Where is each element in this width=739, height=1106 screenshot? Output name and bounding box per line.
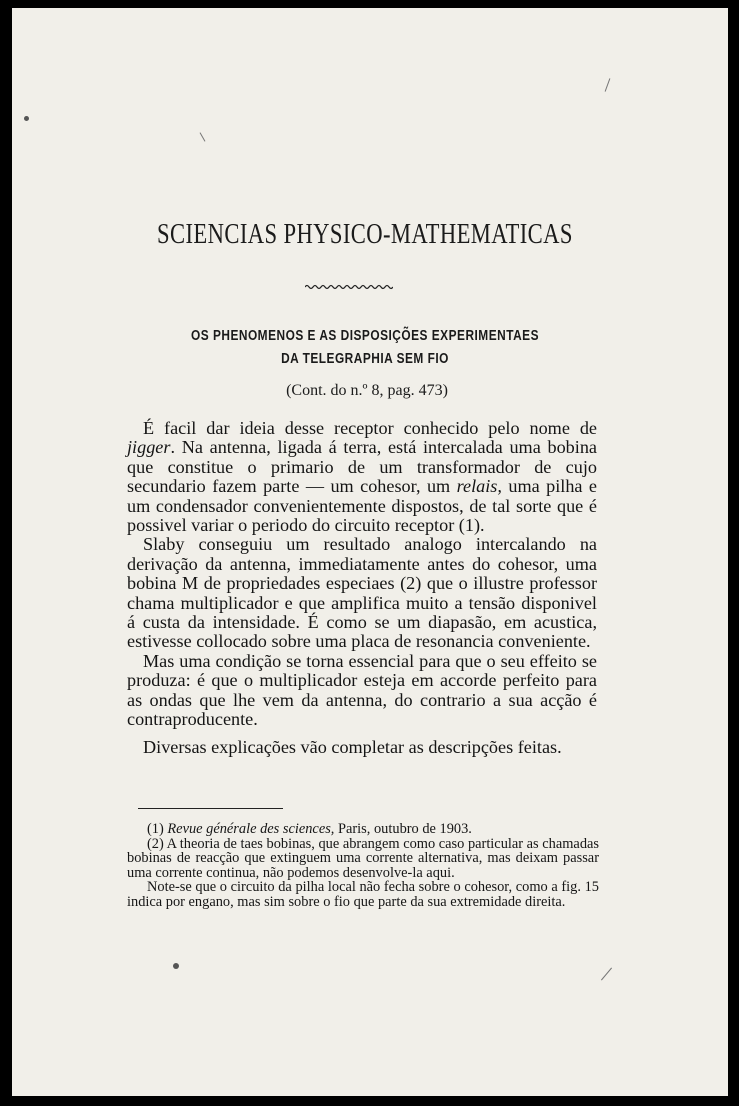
footnote-1-journal: Revue générale des sciences, [167, 821, 335, 837]
footnote-1-details: Paris, outubro de 1903. [334, 821, 472, 837]
speck-mark [173, 963, 179, 969]
paragraph-1 [127, 419, 597, 535]
footnote-1-number: (1) [147, 821, 168, 837]
footnote-3: Note-se que o circuito da pilha local não fecha sobre o cohesor, como a fig. 15 indica por engano, mas sim sobre o fio que parte da sua extremidade direita. [127, 879, 599, 910]
article-title-line-1: OS PHENOMENOS E AS DISPOSIÇÕES EXPERIMENTAES [190, 328, 540, 344]
footnote-2: (2) A theoria de taes bobinas, que abrangem como caso particular as chamadas bobinas de reacção que extinguem uma corrente alternativa, mas deixam passar uma corrente continua, não podemos desenvolve-la aqui. [127, 835, 599, 881]
paper-page [12, 8, 728, 1096]
paragraph-4: Diversas explicações vão completar as descripções feitas. [143, 736, 562, 757]
footnote-1 [127, 822, 599, 837]
term-jigger: jigger [127, 437, 171, 458]
paragraph-2: Slaby conseguiu um resultado analogo intercalando na derivação da antenna, immediatamente antes do cohesor, uma bobina M de propriedades especiaes (2) que o illustre professor chama multiplicador e que amplifica muito a tensão disponivel á custa da intensidade. É como se um diapasão, em acustica, estivesse collocado sobre uma placa de resonancia conveniente. [127, 534, 597, 652]
speck-mark [24, 116, 29, 121]
paragraph-1-end: uma pilha e um condensador convenientemente dispostos, de tal sorte que é possivel variar o periodo do circuito receptor (1). [127, 476, 597, 536]
paragraph-1-middle: . Na antenna, ligada á terra, está intercalada uma bobina que constitue o primario de um transformador de cujo secundario fazem parte — um cohesor, um [127, 437, 597, 497]
footnote-rule [138, 808, 283, 809]
article-title-line-2: DA TELEGRAPHIA SEM FIO [281, 351, 449, 367]
continuation-note: (Cont. do n.º 8, pag. 473) [286, 382, 448, 399]
section-title: SCIENCIAS PHYSICO-MATHEMATICAS [157, 218, 573, 250]
article-body [127, 419, 597, 757]
paragraph-1-start: É facil dar ideia desse receptor conhecido pelo nome de [143, 418, 597, 438]
paragraph-3: Mas uma condição se torna essencial para que o seu effeito se produza: é que o multiplicador esteja em accorde perfeito para as ondas que lhe vem da antenna, do contrario a sua acção é contraproducente. [127, 650, 597, 730]
footnotes [127, 822, 599, 910]
term-relais: relais, [456, 476, 502, 497]
ornament-divider [305, 283, 393, 291]
scratch-mark [605, 78, 611, 91]
scratch-mark [200, 132, 206, 141]
scratch-mark [601, 968, 612, 981]
